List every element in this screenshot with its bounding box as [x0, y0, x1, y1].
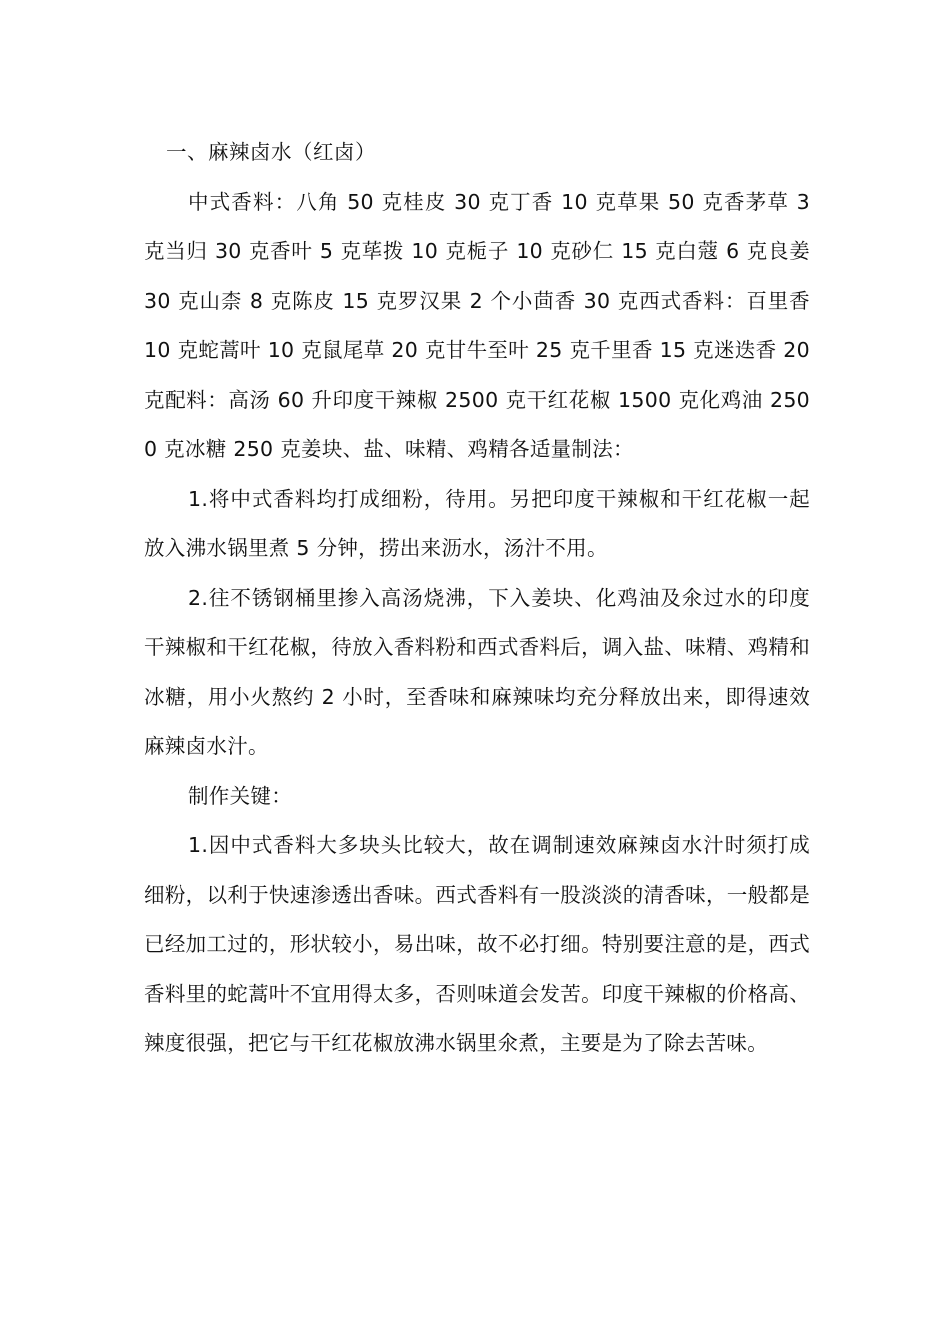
- key-points-heading: 制作关键：: [188, 783, 292, 808]
- ingredients-paragraph: 中式香料：八角 50 克桂皮 30 克丁香 10 克草果 50 克香茅草 3 克当归 30 克香叶 5 克荜拨 10 克栀子 10 克砂仁 15 克白蔻 6 克良姜 30 克山柰 8 克陈皮 15 克罗汉果 2 个小茴香 30 克西式香料：百里香 10 克蛇蒿叶 10 克鼠尾草 20 克甘牛至叶 25 克千里香 15 克迷迭香 20 克配料：高汤 60 升印度干辣椒 2500 克干红花椒 1500 克化鸡油 2500 克冰糖 250 克姜块、盐、味精、鸡精各适量制法：: [144, 189, 810, 461]
- section-heading: 一、麻辣卤水（红卤）: [166, 140, 376, 164]
- document-body: [144, 128, 810, 1069]
- method-step-2: 2.往不锈钢桶里掺入高汤烧沸，下入姜块、化鸡油及氽过水的印度干辣椒和干红花椒，待放入香料粉和西式香料后，调入盐、味精、鸡精和冰糖，用小火熬约 2 小时，至香味和麻辣味均充分释放出来，即得速效麻辣卤水汁。: [144, 585, 810, 758]
- method-step-1: 1.将中式香料均打成细粉，待用。另把印度干辣椒和干红花椒一起放入沸水锅里煮 5 分钟，捞出来沥水，汤汁不用。: [144, 486, 810, 560]
- key-point-1: 1.因中式香料大多块头比较大，故在调制速效麻辣卤水汁时须打成细粉，以利于快速渗透出香味。西式香料有一股淡淡的清香味，一般都是已经加工过的，形状较小，易出味，故不必打细。特别要注意的是，西式香料里的蛇蒿叶不宜用得太多，否则味道会发苦。印度干辣椒的价格高、辣度很强，把它与干红花椒放沸水锅里氽煮，主要是为了除去苦味。: [144, 833, 810, 1055]
